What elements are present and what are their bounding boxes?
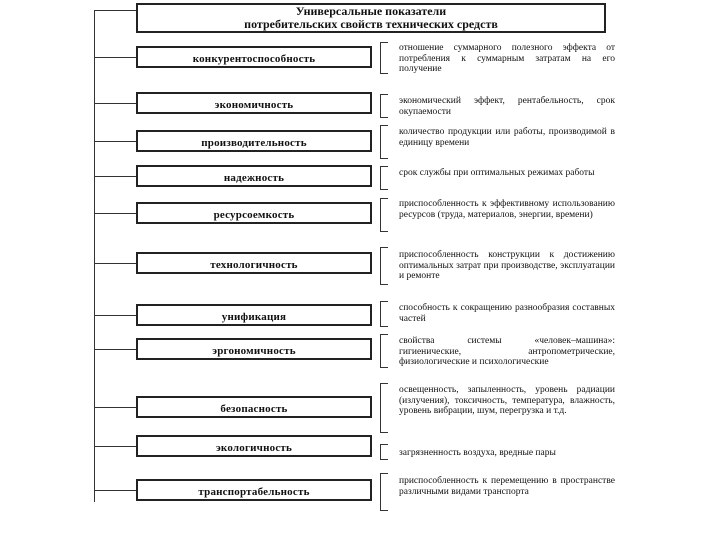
category-description: экономический эффект, рентабельность, срок окупаемости: [399, 96, 615, 117]
category-box: унификация: [136, 304, 372, 326]
connector: [94, 176, 136, 177]
category-description: срок службы при оптимальных режимах работы: [399, 168, 595, 178]
bracket: [380, 301, 388, 327]
category-description: приспособленность к эффективному использованию ресурсов (труда, материалов, энергии, времени): [399, 199, 615, 220]
category-description: свойства системы «человек–машина»: гигиенические, антропометрические, физиологические и психологические: [399, 336, 615, 367]
title-line-1: Универсальные показатели: [295, 4, 447, 18]
bracket: [380, 125, 388, 159]
diagram-title-box: [136, 3, 606, 33]
bracket: [380, 166, 388, 190]
category-description: загрязненность воздуха, вредные пары: [399, 448, 556, 458]
connector: [94, 446, 136, 447]
connector: [94, 141, 136, 142]
category-box: конкурентоспособность: [136, 46, 372, 68]
bracket: [380, 42, 388, 74]
bracket: [380, 247, 388, 285]
category-box: безопасность: [136, 396, 372, 418]
category-box: технологичность: [136, 252, 372, 274]
connector: [94, 103, 136, 104]
category-box: экологичность: [136, 435, 372, 457]
connector: [94, 407, 136, 408]
bracket: [380, 444, 388, 460]
bracket: [380, 334, 388, 368]
bracket: [380, 383, 388, 433]
category-description: освещенность, запыленность, уровень радиации (излучения), токсичность, температура, влажность, уровень вибрации, шум, перегрузка и т.д.: [399, 385, 615, 416]
bracket: [380, 198, 388, 232]
category-description: приспособленность конструкции к достижению оптимальных затрат при производстве, эксплуатации и ремонте: [399, 250, 615, 281]
category-description: отношение суммарного полезного эффекта от потребления к суммарным затратам на его получение: [399, 43, 615, 74]
connector: [94, 57, 136, 58]
connector-spine: [94, 10, 95, 502]
category-box: производительность: [136, 130, 372, 152]
category-box: ресурсоемкость: [136, 202, 372, 224]
category-box: эргономичность: [136, 338, 372, 360]
connector: [94, 490, 136, 491]
category-box: надежность: [136, 165, 372, 187]
connector-title: [94, 10, 136, 11]
title-line-2: потребительских свойств технических средств: [244, 17, 498, 31]
bracket: [380, 94, 388, 118]
category-description: приспособленность к перемещению в пространстве различными видами транспорта: [399, 476, 615, 497]
category-box: экономичность: [136, 92, 372, 114]
connector: [94, 349, 136, 350]
category-description: способность к сокращению разнообразия составных частей: [399, 303, 615, 324]
connector: [94, 263, 136, 264]
bracket: [380, 473, 388, 511]
connector: [94, 213, 136, 214]
category-description: количество продукции или работы, производимой в единицу времени: [399, 127, 615, 148]
connector: [94, 315, 136, 316]
category-box: транспортабельность: [136, 479, 372, 501]
